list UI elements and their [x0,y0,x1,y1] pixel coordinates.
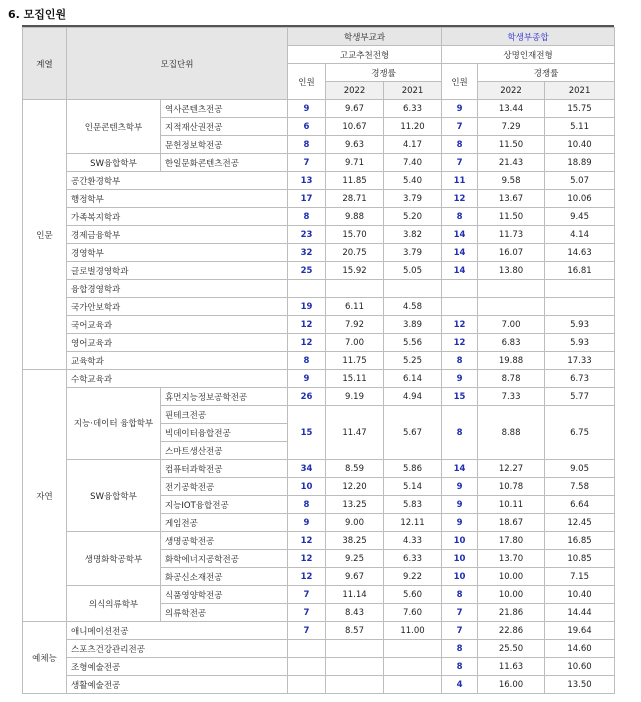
rate-b-2021: 5.77 [545,388,615,406]
count-b [442,280,478,298]
rate-a-2022: 15.70 [326,226,384,244]
count-a: 8 [288,496,326,514]
count-b: 9 [442,478,478,496]
header-group-1: 학생부교과 [288,28,442,46]
count-b: 14 [442,226,478,244]
count-b: 9 [442,496,478,514]
header-competition-b: 경쟁률 [478,64,615,82]
table-row [23,280,615,298]
rate-b-2022: 7.33 [478,388,545,406]
rate-b-2021: 6.75 [545,406,615,460]
count-a: 7 [288,154,326,172]
count-a: 8 [288,136,326,154]
count-a: 7 [288,586,326,604]
rate-a-2021: 5.60 [384,586,442,604]
major-cell: 컴퓨터과학전공 [161,460,288,478]
count-b: 14 [442,262,478,280]
rate-a-2021 [384,676,442,694]
count-b: 15 [442,388,478,406]
count-b: 4 [442,676,478,694]
major-cell: 핀테크전공 [161,406,288,424]
table-row [23,262,615,280]
count-a: 12 [288,532,326,550]
major-cell: 스포츠건강관리전공 [67,640,288,658]
rate-b-2022: 10.00 [478,586,545,604]
header-competition-a: 경쟁률 [326,64,442,82]
count-a: 19 [288,298,326,316]
rate-a-2022: 9.00 [326,514,384,532]
rate-a-2022 [326,676,384,694]
rate-b-2022: 16.00 [478,676,545,694]
header-2022-a: 2022 [326,82,384,100]
rate-b-2022: 6.83 [478,334,545,352]
rate-a-2021: 5.05 [384,262,442,280]
rate-a-2022: 11.85 [326,172,384,190]
major-cell: 전기공학전공 [161,478,288,496]
dept-smart-data: 지능·데이터 융합학부 [67,388,161,460]
major-cell: 한일문화콘텐츠전공 [161,154,288,172]
major-cell: 게임전공 [161,514,288,532]
category-inmun: 인문 [23,100,67,370]
count-b: 8 [442,136,478,154]
count-b: 12 [442,334,478,352]
rate-b-2021: 9.05 [545,460,615,478]
dept-sw-convergence: SW융합학부 [67,154,161,172]
count-a: 8 [288,352,326,370]
rate-b-2022: 25.50 [478,640,545,658]
count-b: 8 [442,406,478,460]
rate-a-2022: 15.11 [326,370,384,388]
count-a: 9 [288,370,326,388]
major-cell: 생활예술전공 [67,676,288,694]
rate-a-2022: 9.19 [326,388,384,406]
rate-b-2022: 21.86 [478,604,545,622]
count-b: 12 [442,316,478,334]
count-b: 8 [442,640,478,658]
rate-a-2022: 15.92 [326,262,384,280]
major-cell: 행정학부 [67,190,288,208]
category-jayeon: 자연 [23,370,67,622]
rate-a-2022: 28.71 [326,190,384,208]
table-row [23,676,615,694]
dept-sw-convergence-2: SW융합학부 [67,460,161,532]
rate-a-2021: 4.33 [384,532,442,550]
count-b: 14 [442,460,478,478]
count-a: 12 [288,568,326,586]
count-a [288,640,326,658]
count-b: 11 [442,172,478,190]
rate-a-2021: 12.11 [384,514,442,532]
table-row [23,388,615,406]
rate-a-2021: 7.40 [384,154,442,172]
count-b: 10 [442,532,478,550]
major-cell: 빅데이터융합전공 [161,424,288,442]
rate-b-2021: 10.06 [545,190,615,208]
rate-b-2021: 10.60 [545,658,615,676]
rate-a-2021: 11.00 [384,622,442,640]
table-row [23,154,615,172]
count-a: 12 [288,550,326,568]
rate-b-2021: 14.44 [545,604,615,622]
rate-a-2021: 4.94 [384,388,442,406]
count-b: 14 [442,244,478,262]
rate-a-2021 [384,280,442,298]
header-2021-a: 2021 [384,82,442,100]
count-b: 9 [442,100,478,118]
rate-b-2022: 18.67 [478,514,545,532]
rate-a-2022: 38.25 [326,532,384,550]
rate-b-2021: 6.73 [545,370,615,388]
major-cell: 융합경영학과 [67,280,288,298]
rate-a-2022: 12.20 [326,478,384,496]
rate-a-2022 [326,658,384,676]
table-row [23,190,615,208]
header-group-2-sub: 상명인재전형 [442,46,615,64]
table-row [23,172,615,190]
major-cell: 지적재산권전공 [161,118,288,136]
header-row-1 [23,28,615,46]
table-row [23,532,615,550]
rate-b-2021: 10.40 [545,136,615,154]
rate-a-2022: 11.75 [326,352,384,370]
rate-b-2021 [545,298,615,316]
table-row [23,100,615,118]
count-a: 15 [288,406,326,460]
count-b: 8 [442,586,478,604]
count-b: 8 [442,208,478,226]
rate-a-2022: 11.47 [326,406,384,460]
rate-a-2021: 11.20 [384,118,442,136]
rate-a-2021: 3.79 [384,244,442,262]
category-yechebung: 예체능 [23,622,67,694]
rate-b-2021: 15.75 [545,100,615,118]
count-b: 9 [442,370,478,388]
count-b: 8 [442,658,478,676]
rate-b-2021: 17.33 [545,352,615,370]
count-b [442,298,478,316]
table-row [23,298,615,316]
rate-b-2021: 5.11 [545,118,615,136]
major-cell: 가족복지학과 [67,208,288,226]
rate-a-2021: 4.17 [384,136,442,154]
rate-b-2022: 7.00 [478,316,545,334]
dept-clothing: 의식의류학부 [67,586,161,622]
rate-a-2021: 5.67 [384,406,442,460]
rate-a-2021: 3.89 [384,316,442,334]
rate-a-2021: 6.14 [384,370,442,388]
rate-b-2021: 6.64 [545,496,615,514]
rate-b-2022: 11.50 [478,136,545,154]
rate-a-2021: 7.60 [384,604,442,622]
major-cell: 문헌정보학전공 [161,136,288,154]
header-2021-b: 2021 [545,82,615,100]
rate-a-2021: 4.58 [384,298,442,316]
rate-b-2022: 13.44 [478,100,545,118]
rate-a-2021: 5.40 [384,172,442,190]
count-a: 6 [288,118,326,136]
major-cell: 스마트생산전공 [161,442,288,460]
rate-a-2022: 9.67 [326,568,384,586]
rate-b-2022: 10.78 [478,478,545,496]
rate-b-2022: 13.70 [478,550,545,568]
rate-a-2021 [384,658,442,676]
rate-b-2022: 10.11 [478,496,545,514]
rate-b-2022: 19.88 [478,352,545,370]
rate-b-2022: 13.80 [478,262,545,280]
rate-b-2021: 10.40 [545,586,615,604]
rate-b-2022: 13.67 [478,190,545,208]
table-row [23,658,615,676]
dept-inmun-content: 인문콘텐츠학부 [67,100,161,154]
rate-a-2021: 3.82 [384,226,442,244]
rate-a-2021: 6.33 [384,550,442,568]
rate-a-2021: 6.33 [384,100,442,118]
rate-b-2021: 5.93 [545,334,615,352]
major-cell: 휴먼지능정보공학전공 [161,388,288,406]
rate-b-2021: 18.89 [545,154,615,172]
rate-b-2021 [545,280,615,298]
header-gyeyeol: 계열 [23,28,67,100]
rate-b-2021: 16.81 [545,262,615,280]
rate-a-2022 [326,640,384,658]
admission-table [22,27,615,694]
rate-a-2021: 5.86 [384,460,442,478]
rate-b-2022: 12.27 [478,460,545,478]
count-a: 8 [288,208,326,226]
major-cell: 국어교육과 [67,316,288,334]
count-b: 10 [442,568,478,586]
count-a: 17 [288,190,326,208]
count-a: 13 [288,172,326,190]
table-row [23,460,615,478]
major-cell: 교육학과 [67,352,288,370]
rate-b-2022: 9.58 [478,172,545,190]
major-cell: 경영학부 [67,244,288,262]
rate-a-2022: 20.75 [326,244,384,262]
rate-a-2022: 7.00 [326,334,384,352]
count-b: 8 [442,352,478,370]
rate-b-2022: 17.80 [478,532,545,550]
rate-a-2022: 10.67 [326,118,384,136]
rate-b-2021: 16.85 [545,532,615,550]
count-a: 34 [288,460,326,478]
count-a: 25 [288,262,326,280]
rate-a-2021 [384,640,442,658]
header-2022-b: 2022 [478,82,545,100]
table-row [23,586,615,604]
rate-b-2022: 16.07 [478,244,545,262]
major-cell: 지능IOT융합전공 [161,496,288,514]
rate-a-2021: 5.14 [384,478,442,496]
rate-b-2022: 22.86 [478,622,545,640]
count-a [288,676,326,694]
rate-a-2022: 9.71 [326,154,384,172]
major-cell: 국가안보학과 [67,298,288,316]
rate-a-2022: 9.63 [326,136,384,154]
major-cell: 수학교육과 [67,370,288,388]
rate-b-2021: 5.07 [545,172,615,190]
dept-life-chem: 생명화학공학부 [67,532,161,586]
rate-b-2022: 10.00 [478,568,545,586]
rate-b-2022: 11.63 [478,658,545,676]
rate-b-2022 [478,280,545,298]
rate-b-2021: 19.64 [545,622,615,640]
major-cell: 글로벌경영학과 [67,262,288,280]
rate-b-2021: 4.14 [545,226,615,244]
header-unit: 모집단위 [67,28,288,100]
count-a [288,658,326,676]
count-b: 7 [442,118,478,136]
section-heading: 6. 모집인원 [8,8,67,21]
rate-b-2022 [478,298,545,316]
count-a: 10 [288,478,326,496]
count-b: 7 [442,154,478,172]
table-row [23,352,615,370]
count-a: 9 [288,514,326,532]
rate-b-2022: 21.43 [478,154,545,172]
rate-a-2021: 5.20 [384,208,442,226]
count-b: 9 [442,514,478,532]
header-group-2: 학생부종합 [442,28,615,46]
header-group-1-sub: 고교추천전형 [288,46,442,64]
count-a: 23 [288,226,326,244]
count-a: 26 [288,388,326,406]
rate-a-2021: 5.83 [384,496,442,514]
major-cell: 공간환경학부 [67,172,288,190]
rate-a-2021: 9.22 [384,568,442,586]
major-cell: 영어교육과 [67,334,288,352]
table-row [23,334,615,352]
major-cell: 화공신소재전공 [161,568,288,586]
header-inwon-a: 인원 [288,64,326,100]
rate-a-2022: 9.25 [326,550,384,568]
major-cell: 애니메이션전공 [67,622,288,640]
major-cell: 역사콘텐츠전공 [161,100,288,118]
rate-b-2021: 7.58 [545,478,615,496]
rate-a-2021: 5.56 [384,334,442,352]
count-a [288,280,326,298]
count-a: 7 [288,604,326,622]
count-a: 9 [288,100,326,118]
rate-a-2022: 9.67 [326,100,384,118]
count-a: 12 [288,334,326,352]
major-cell: 경제금융학부 [67,226,288,244]
table-row [23,244,615,262]
table-row [23,622,615,640]
rate-a-2022: 11.14 [326,586,384,604]
rate-a-2022: 8.59 [326,460,384,478]
rate-b-2021: 14.60 [545,640,615,658]
rate-b-2021: 10.85 [545,550,615,568]
table-row [23,226,615,244]
major-cell: 화학에너지공학전공 [161,550,288,568]
rate-a-2022: 13.25 [326,496,384,514]
rate-a-2022: 7.92 [326,316,384,334]
count-b: 7 [442,622,478,640]
count-b: 12 [442,190,478,208]
table-row [23,370,615,388]
rate-a-2022 [326,280,384,298]
rate-b-2022: 8.78 [478,370,545,388]
table-row [23,316,615,334]
rate-b-2021: 7.15 [545,568,615,586]
rate-a-2022: 8.57 [326,622,384,640]
count-a: 12 [288,316,326,334]
rate-b-2022: 7.29 [478,118,545,136]
major-cell: 식품영양학전공 [161,586,288,604]
count-a: 7 [288,622,326,640]
major-cell: 생명공학전공 [161,532,288,550]
count-b: 10 [442,550,478,568]
count-b: 7 [442,604,478,622]
major-cell: 조형예술전공 [67,658,288,676]
rate-b-2021: 12.45 [545,514,615,532]
rate-b-2022: 8.88 [478,406,545,460]
rate-b-2021: 14.63 [545,244,615,262]
rate-b-2021: 13.50 [545,676,615,694]
count-a: 32 [288,244,326,262]
header-inwon-b: 인원 [442,64,478,100]
rate-b-2021: 9.45 [545,208,615,226]
rate-b-2022: 11.73 [478,226,545,244]
rate-b-2022: 11.50 [478,208,545,226]
rate-a-2022: 8.43 [326,604,384,622]
rate-b-2021: 5.93 [545,316,615,334]
rate-a-2022: 6.11 [326,298,384,316]
rate-a-2022: 9.88 [326,208,384,226]
table-row [23,208,615,226]
major-cell: 의류학전공 [161,604,288,622]
table-row [23,640,615,658]
rate-a-2021: 3.79 [384,190,442,208]
rate-a-2021: 5.25 [384,352,442,370]
